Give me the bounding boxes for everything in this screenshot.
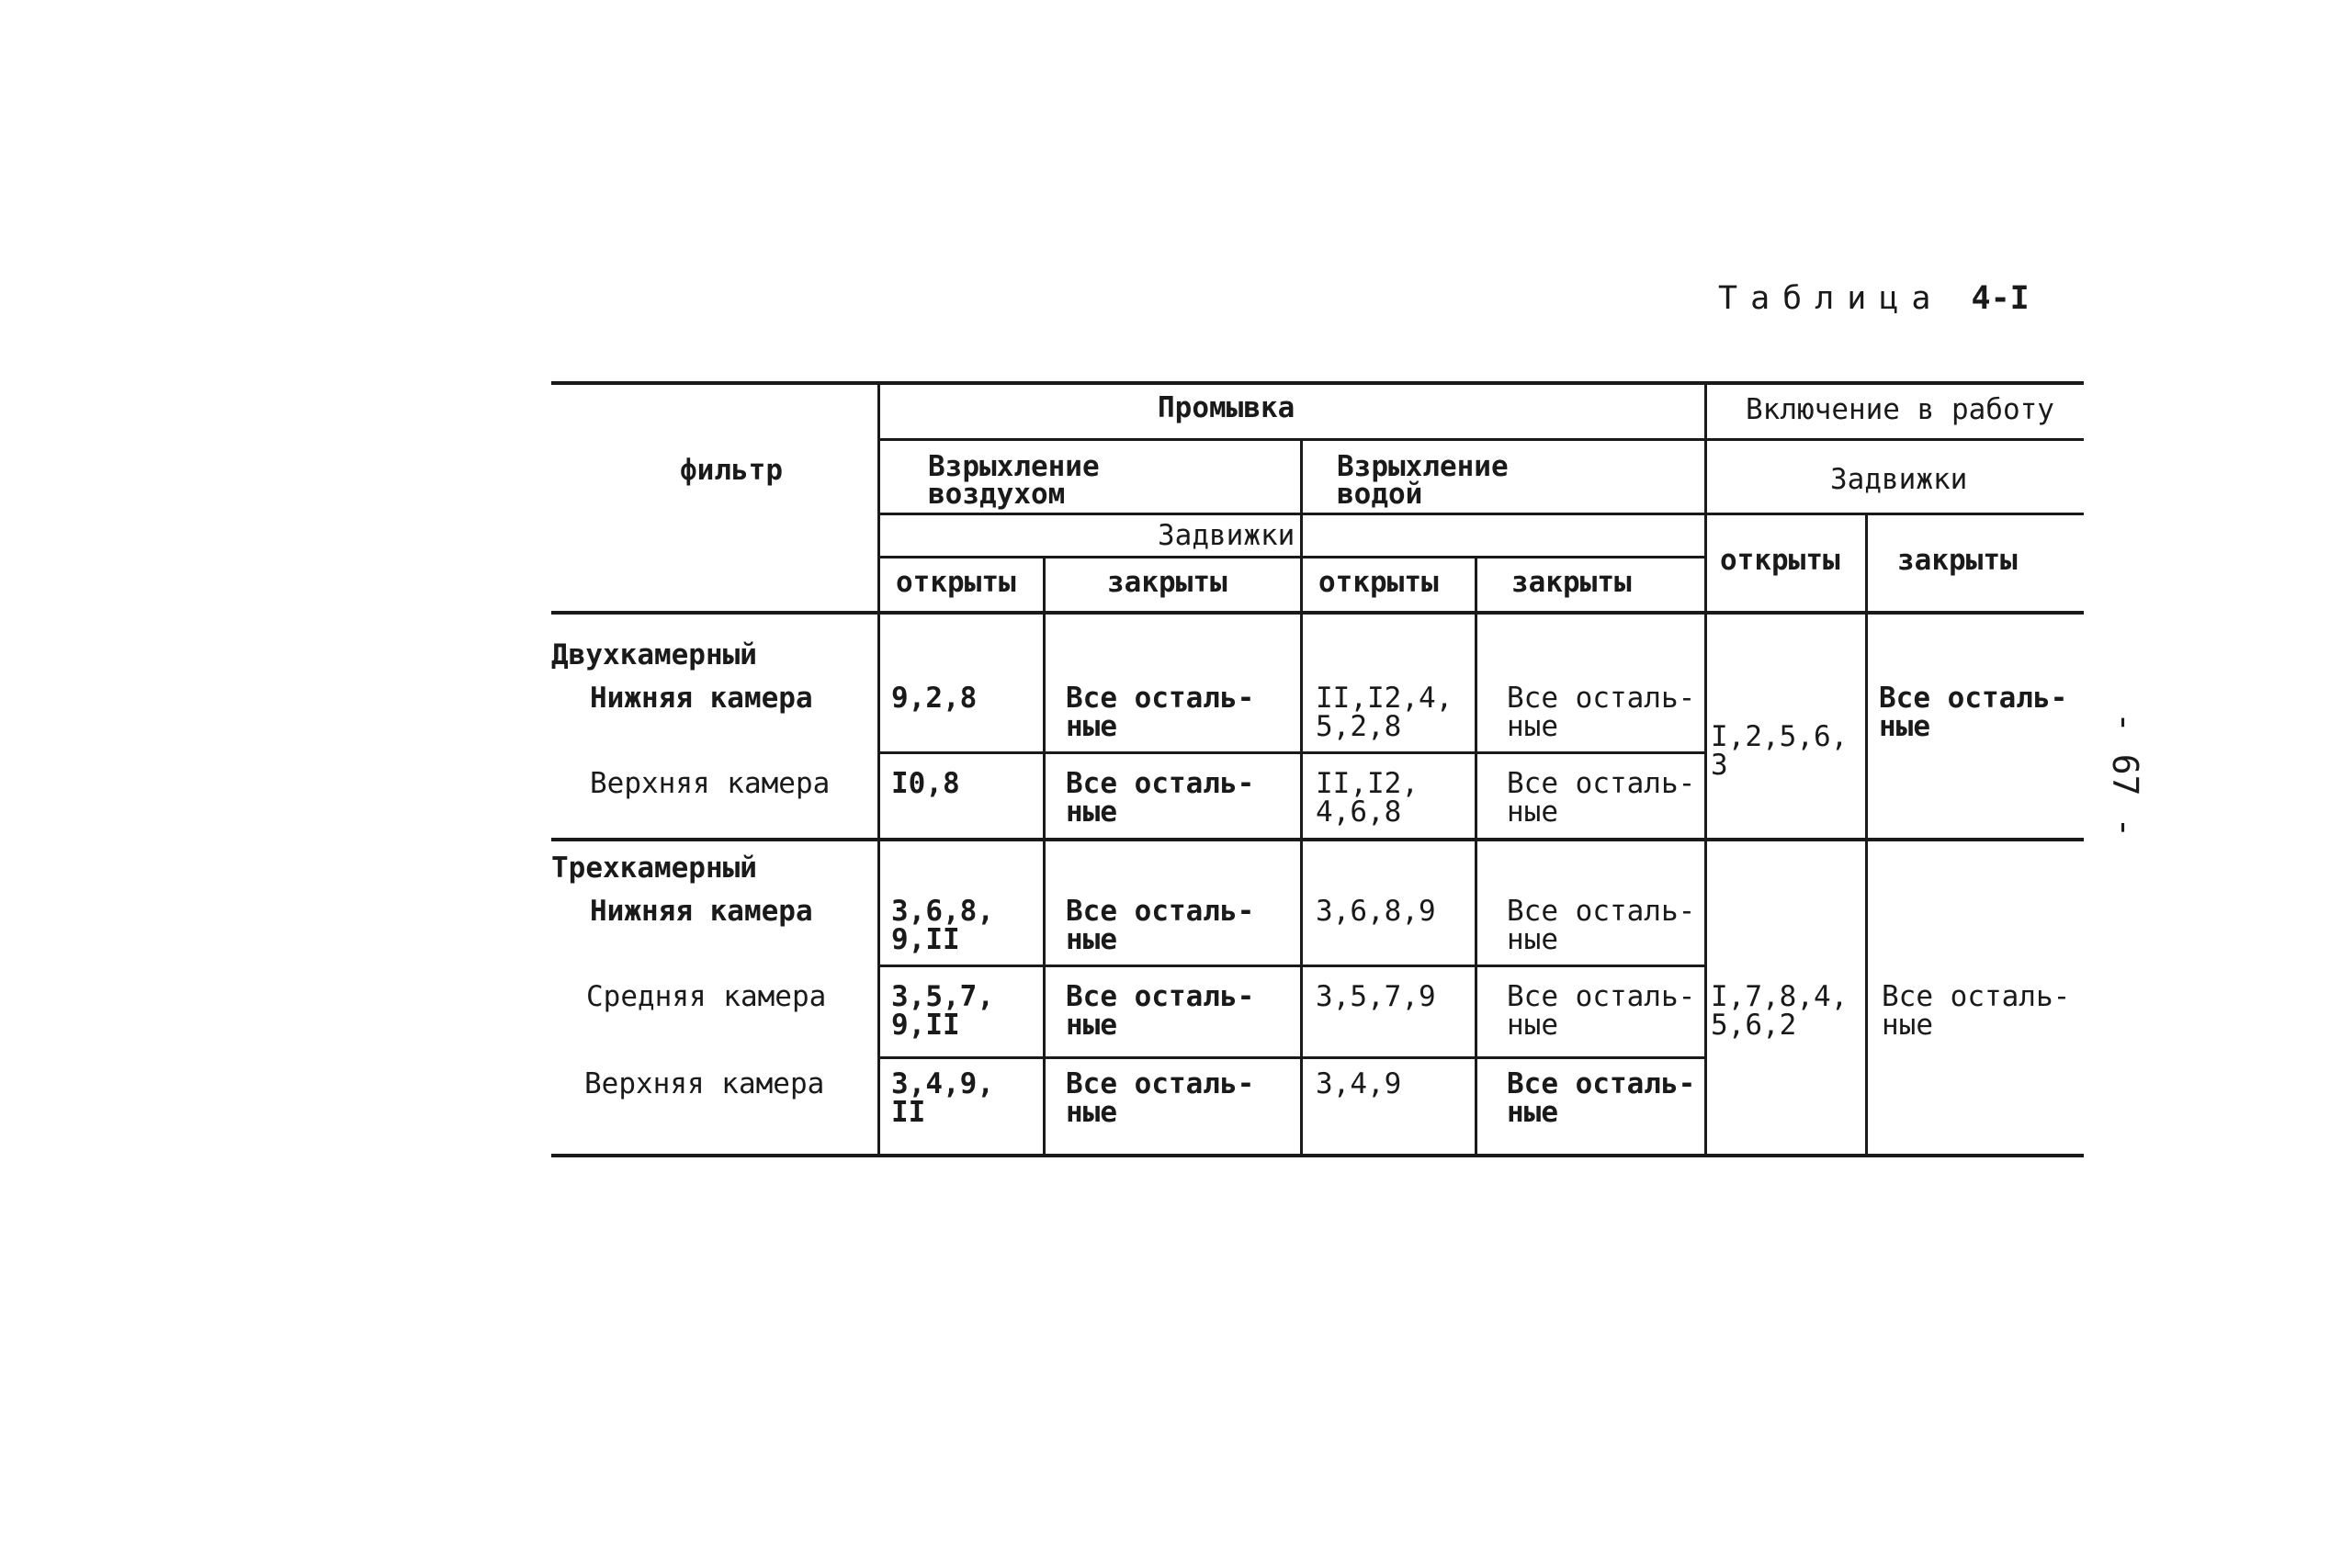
caption-label: Таблица (1718, 280, 1944, 317)
header-water-loosening: Взрыхление водой (1337, 450, 1509, 511)
row-label: Нижняя камера (590, 895, 813, 928)
cell-air-closed: Все осталь- ные (1066, 767, 1255, 829)
cell-water-closed: Все осталь- ные (1507, 895, 1696, 956)
cell-air-open: 3,4,9, II (891, 1067, 994, 1129)
cell-air-open: 3,6,8, 9,II (891, 895, 994, 956)
header-air-closed: закрыты (1107, 566, 1227, 599)
header-water-open: открыты (1318, 566, 1439, 599)
cell-air-closed: Все осталь- ные (1066, 682, 1255, 743)
cell-air-open: 3,5,7, 9,II (891, 980, 994, 1042)
cell-water-closed: Все осталь- ные (1507, 980, 1696, 1042)
cell-water-closed: Все осталь- ные (1507, 1067, 1696, 1129)
cell-water-closed: Все осталь- ные (1507, 682, 1696, 743)
cell-air-open: I0,8 (891, 767, 960, 800)
group-three-chamber: Трехкамерный (551, 852, 757, 885)
cell-work-open: I,7,8,4, 5,6,2 (1711, 980, 1849, 1042)
cell-water-open: 3,6,8,9 (1316, 895, 1436, 928)
cell-work-open: I,2,5,6, 3 (1711, 720, 1849, 782)
header-commissioning: Включение в работу (1746, 393, 2054, 426)
header-commissioning-valves: Задвижки (1830, 463, 1968, 496)
row-label: Верхняя камера (590, 767, 831, 800)
cell-water-closed: Все осталь- ные (1507, 767, 1696, 829)
page-number: - 67 - (2105, 712, 2145, 839)
cell-air-closed: Все осталь- ные (1066, 980, 1255, 1042)
cell-water-open: II,I2, 4,6,8 (1316, 767, 1419, 829)
row-label: Верхняя камера (584, 1067, 825, 1100)
header-filter: фильтр (680, 454, 783, 487)
header-flushing-valves: Задвижки (1158, 519, 1295, 552)
cell-air-open: 9,2,8 (891, 682, 978, 715)
cell-air-closed: Все осталь- ные (1066, 895, 1255, 956)
cell-air-closed: Все осталь- ные (1066, 1067, 1255, 1129)
row-label: Средняя камера (586, 980, 827, 1013)
header-air-open: открыты (896, 566, 1016, 599)
caption-number: 4-I (1971, 280, 2030, 317)
group-two-chamber: Двухкамерный (551, 638, 757, 671)
cell-work-closed: Все осталь- ные (1879, 682, 2068, 743)
cell-water-open: 3,5,7,9 (1316, 980, 1436, 1013)
cell-water-open: 3,4,9 (1316, 1067, 1402, 1100)
cell-water-open: II,I2,4, 5,2,8 (1316, 682, 1453, 743)
header-water-closed: закрыты (1511, 566, 1632, 599)
header-air-loosening: Взрыхление воздухом (928, 450, 1100, 511)
header-work-closed: закрыты (1897, 544, 2018, 577)
header-work-open: открыты (1720, 544, 1840, 577)
row-label: Нижняя камера (590, 682, 813, 715)
cell-work-closed: Все осталь- ные (1882, 980, 2071, 1042)
valves-table (551, 381, 2084, 1157)
header-flushing: Промывка (1158, 391, 1295, 424)
table-caption (1718, 280, 2030, 317)
